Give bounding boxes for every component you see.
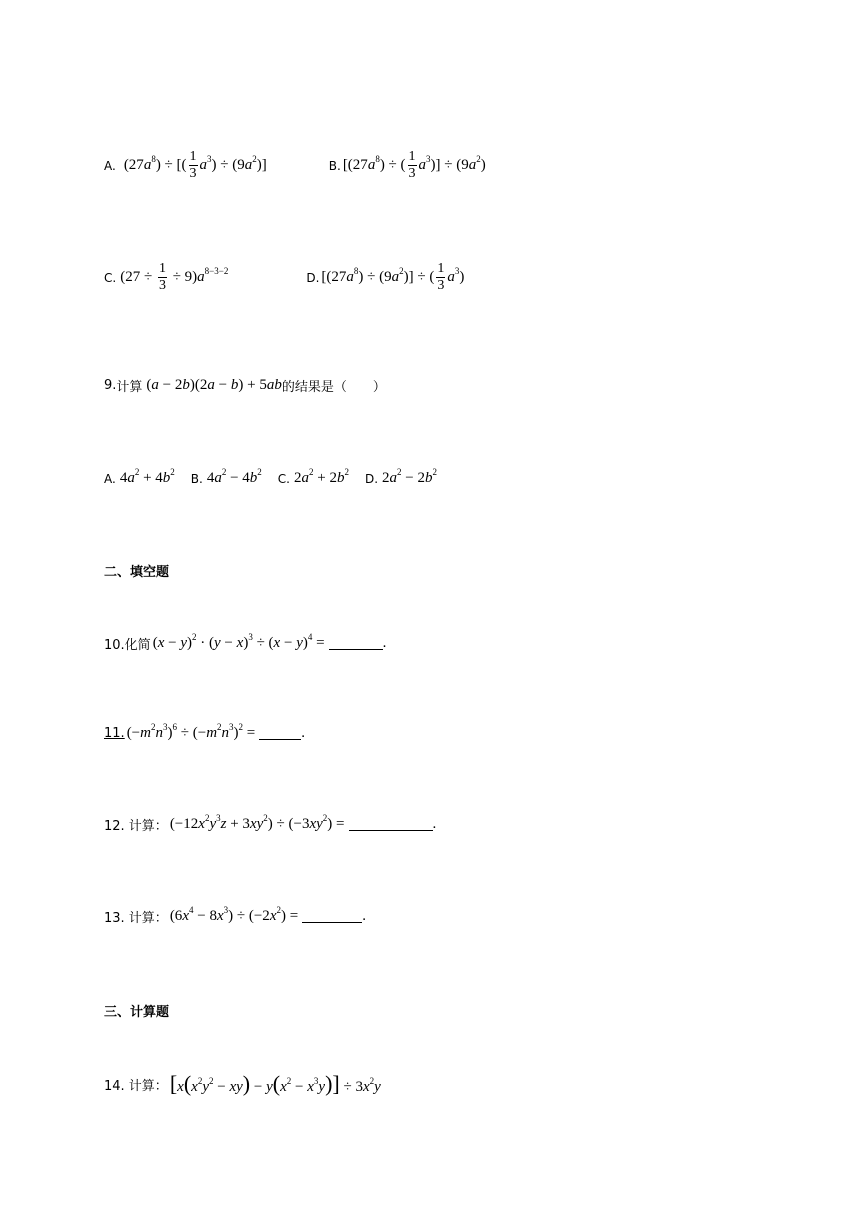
q10-expression: $(x - y)^2 \cdot (y - x)^3 \div (x - y)^4$ = <box>152 632 325 651</box>
q8-option-c-expr: (27 ÷ $\frac{1}{3}$ ÷ $9)a^{8-3-2}$ <box>120 261 229 293</box>
section-fill-in-heading: 二、填空题 <box>104 565 170 580</box>
q14-label: 14. 计算： <box>104 1078 168 1094</box>
q8-option-b-label: B. <box>328 158 341 173</box>
section-calculation-heading: 三、计算题 <box>104 1005 170 1020</box>
q9-option-b-label: B. <box>190 471 203 486</box>
question-9 <box>104 376 386 395</box>
question-11: 11. $(-m^2n^3)^6 \div (-m^2n^3)^2$ = . <box>104 722 305 741</box>
q8-option-c-label: C. <box>104 270 117 285</box>
q9-option-c-label: C. <box>277 471 290 486</box>
q9-option-a-expr: $4a^2 + 4b^2$ <box>119 467 175 486</box>
q9-option-d-expr: $2a^2 - 2b^2$ <box>382 467 437 486</box>
question-10: 10.化简 $(x - y)^2 \cdot (y - x)^3 \div (x - y)^4$ = . <box>104 632 387 653</box>
q13-label: 13. 计算： <box>104 911 168 926</box>
q12-expression: $(-12x^2y^3z + 3xy^2) \div (-3xy^2)$ = <box>169 813 345 832</box>
q9-option-a-label: A. <box>104 471 116 486</box>
q8-option-b-expr: [$(27a^8)$ ÷ ( $\frac{1}{3}$ $a^3)] \div (9a^2)$ <box>342 149 486 181</box>
q13-answer-blank[interactable] <box>302 910 362 923</box>
q8-options-ab <box>104 150 486 181</box>
q9-option-b-expr: $4a^2 - 4b^2$ <box>206 467 262 486</box>
q13-expression: $(6x^4 - 8x^3) \div (-2x^2)$ = <box>169 905 299 924</box>
question-12: 12. 计算： $(-12x^2y^3z + 3xy^2) \div (-3xy^2)$ = . <box>104 813 437 834</box>
q11-answer-blank[interactable] <box>259 727 301 740</box>
q9-expression: (a − 2b)(2a − b) + 5ab <box>146 377 282 393</box>
q12-answer-blank[interactable] <box>349 818 433 831</box>
q9-option-c-expr: $2a^2 + 2b^2$ <box>294 467 349 486</box>
q8-options-cd <box>104 262 464 293</box>
q9-option-d-label: D. <box>364 471 379 486</box>
q9-options <box>104 467 437 487</box>
q8-option-a-expr: $(27a^8)$ ÷ [( $\frac{1}{3}$ $a^3) \div (9a^2)$] <box>123 149 267 181</box>
q9-prefix: 计算 <box>116 380 143 395</box>
question-13: 13. 计算： $(6x^4 - 8x^3) \div (-2x^2)$ = . <box>104 905 366 926</box>
question-14 <box>104 1071 381 1097</box>
q8-option-d-label: D. <box>306 270 320 285</box>
q9-suffix: 的结果是（ ） <box>281 380 386 395</box>
q8-option-d-expr: $[(27a^8) \div (9a^2)]$ ÷ ( $\frac{1}{3}$ $a^3$) <box>321 261 465 293</box>
q14-expression: $[x(x^2y^2 - xy) - y(x^2 - x^3y)] \div 3x^2y$ <box>169 1071 381 1096</box>
q11-label: 11. <box>104 726 125 741</box>
q8-option-a-label: A. <box>104 158 116 173</box>
q12-label: 12. 计算： <box>104 819 168 834</box>
q10-label: 10.化简 <box>104 638 151 653</box>
q10-answer-blank[interactable] <box>329 637 383 650</box>
q11-expression: $(-m^2n^3)^6 \div (-m^2n^3)^2$ = <box>126 722 256 741</box>
q9-number: 9. <box>104 378 117 393</box>
